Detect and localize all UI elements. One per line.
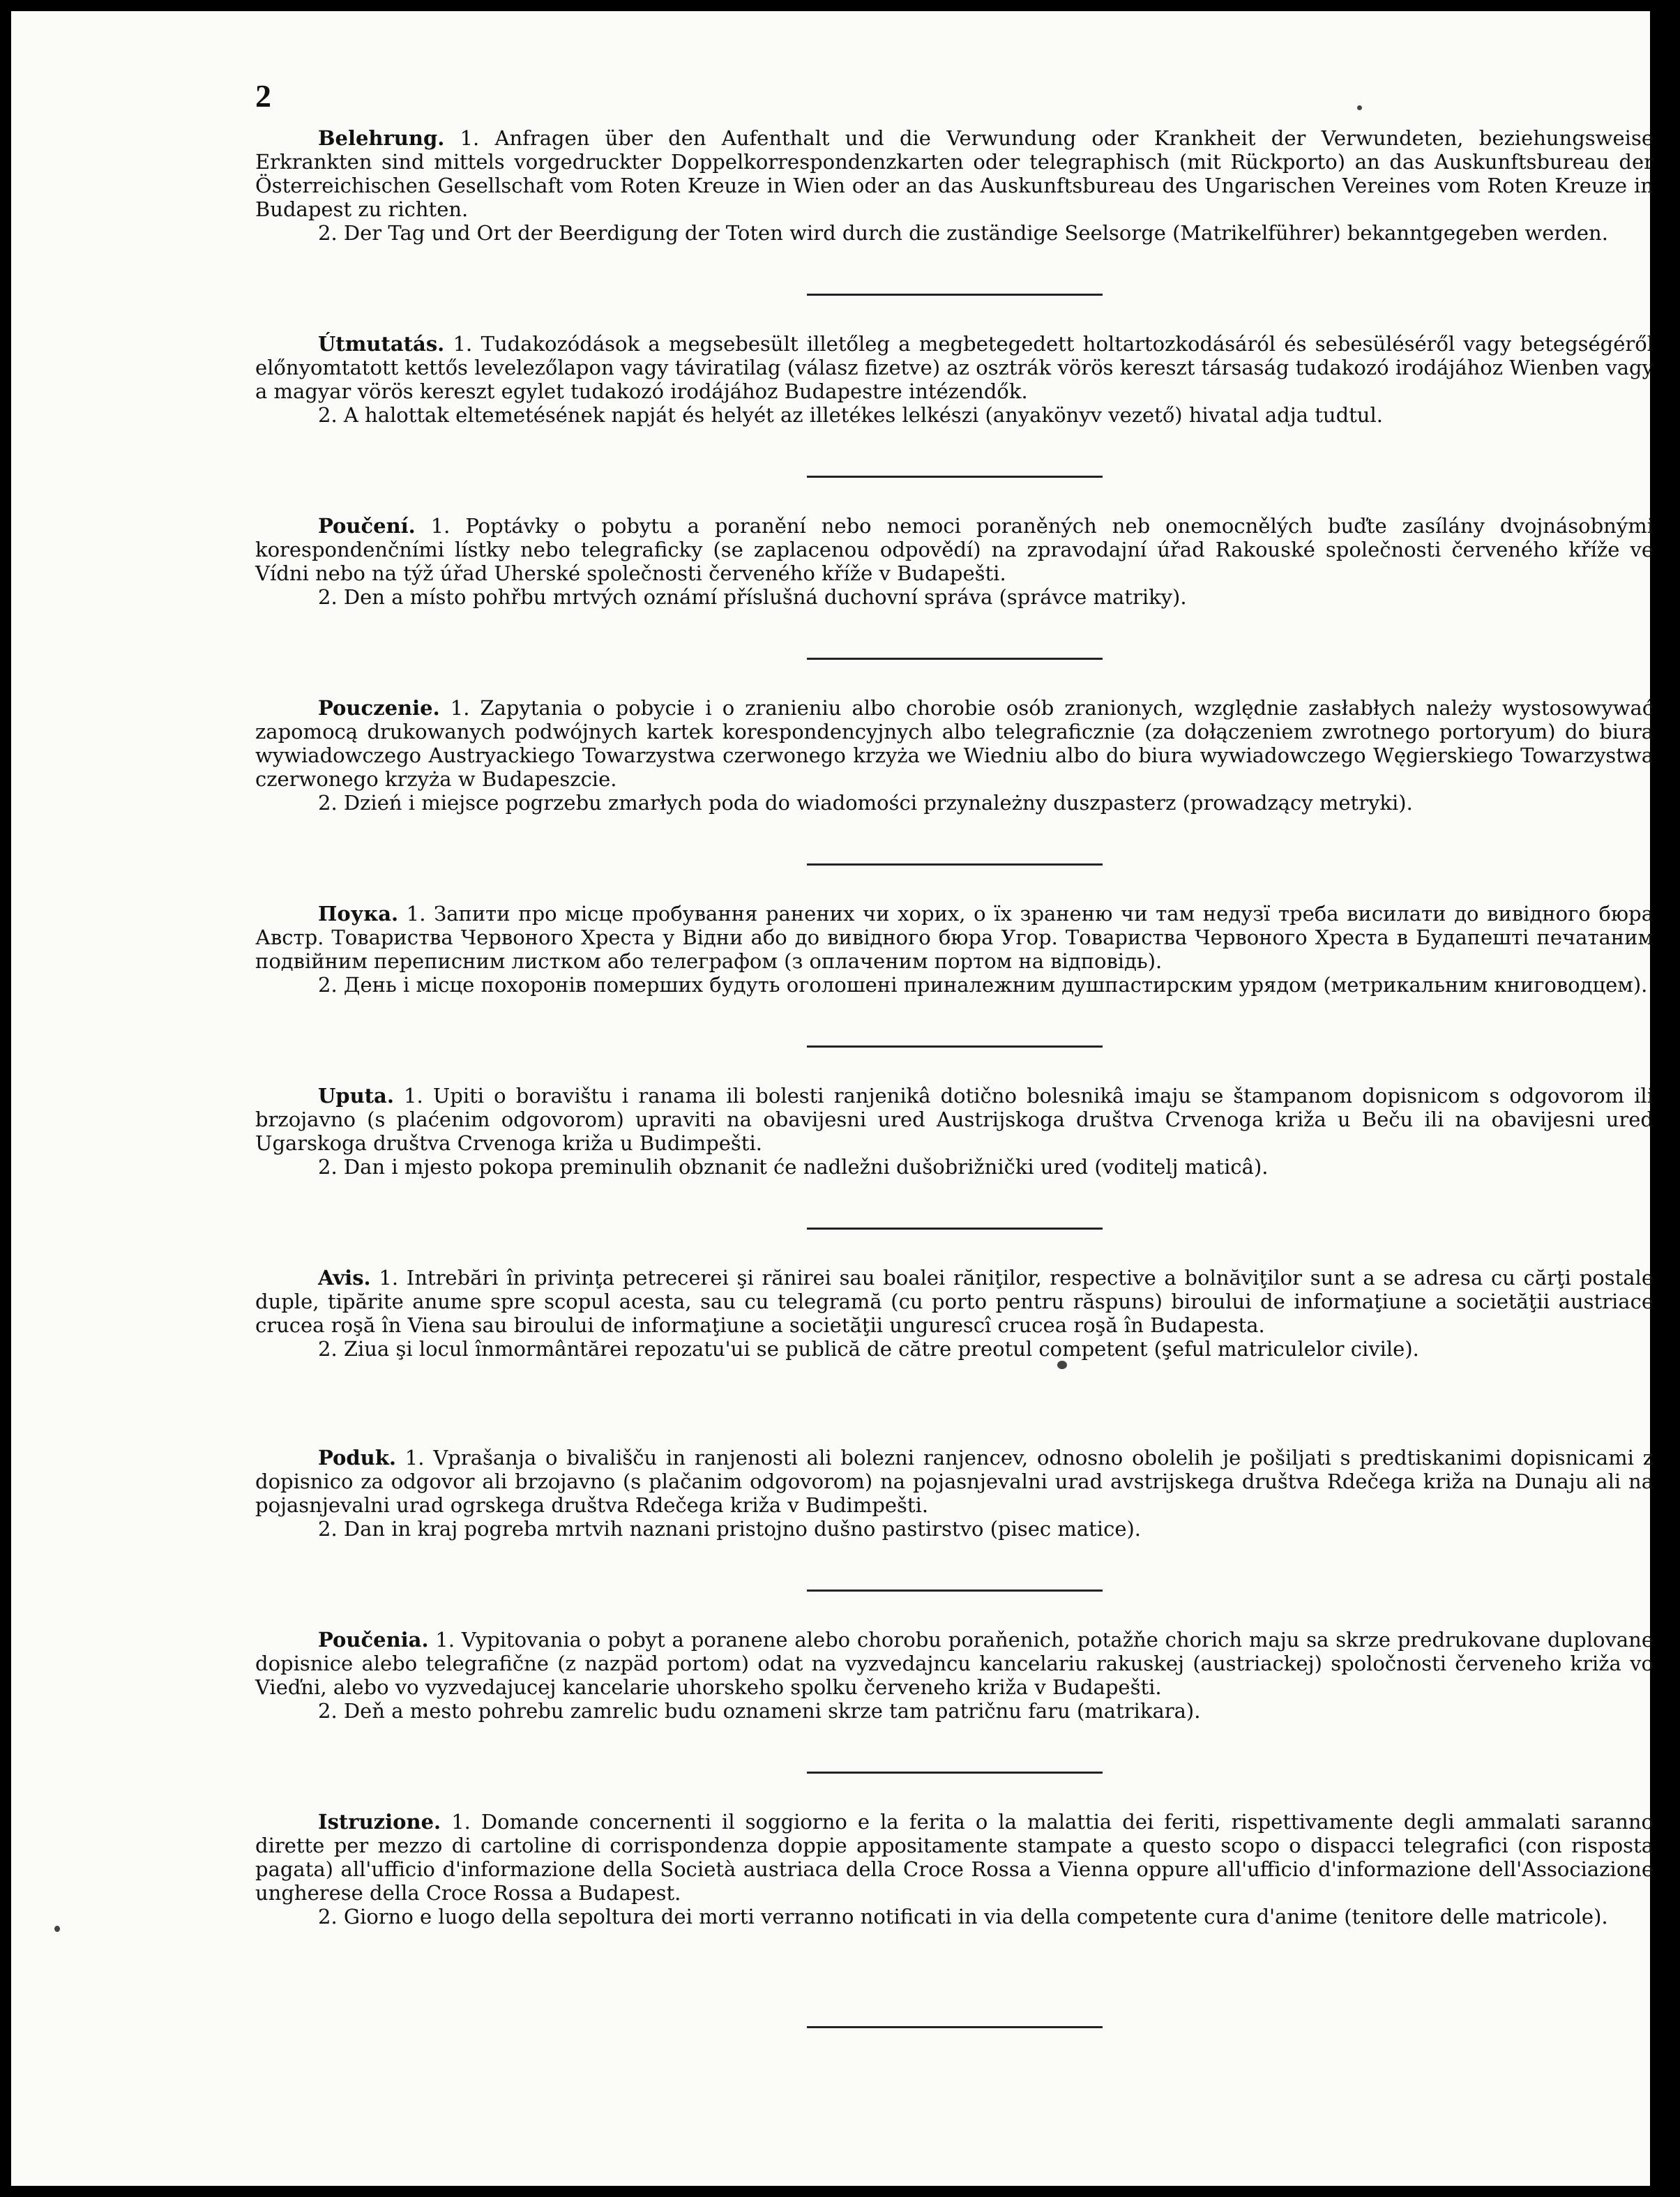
section-text: 1. Poptávky o pobytu a poranění nebo nemoci poraněných neb onemocnělých buďte zasílány dvojnásobnými korespondenčními lístky nebo telegraficky (se zaplacenou odpovědí) na zpravodajní úřad Rakouské společnosti červeného kříže ve Vídni nebo na týž úřad Uherské společnosti červeného kříže v Budapešti. [255,514,1653,585]
section-paragraph-2: 2. Den a místo pohřbu mrtvých oznámí příslušná duchovní správa (správce matriky). [318,585,1187,609]
section-paragraph-2: 2. Dzień i miejsce pogrzebu zmarłych poda do wiadomości przynależny duszpasterz (prowadzący metryki). [318,791,1413,815]
section-paragraph-2: 2. Ziua şi locul înmormântărei repozatu'ui se publică de către preotul competent (şeful matriculelor civile). [318,1337,1419,1361]
section-czech [255,514,1653,696]
section-paragraph-1 [255,1810,1653,1905]
section-heading: Pouczenie. [318,696,440,720]
section-text: 1. Tudakozódások a megsebesült illetőleg a megbetegedett holtartozkodásáról és sebesüléséről vagy betegségéről előnyomtatott kettős levelezőlapon vagy táviratilag (válasz fizetve) az osztrák vörös kereszt társaság tudakozó irodájához Wienben vagy a magyar vörös kereszt egylet tudakozó irodájához Budapestre intézendők. [255,332,1653,403]
document-page [11,11,1653,2186]
section-paragraph-1 [255,1084,1653,1155]
section-paragraph-1 [255,514,1653,585]
section-heading: Poučenia. [318,1628,429,1652]
section-heading: Avis. [318,1266,371,1290]
section-paragraph-2: 2. A halottak eltemetésének napját és helyét az illetékes lelkészi (anyakönyv vezető) hivatal adja tudtul. [318,403,1383,427]
section-paragraph-2: 2. Dan i mjesto pokopa preminulih obznanit će nadležni dušobrižnički ured (voditelj maticâ). [318,1155,1269,1179]
section-text: 1. Vypitovania o pobyt a poranene alebo chorobu poraňenich, potažňe chorich maju sa skrze predrukovane duplovane dopisnice alebo telegrafične (z nazpäd portom) odat na vyzvedajncu kancelariu rakuskej (austriackej) spoločnosti červeneho križa vo Vieďni, alebo vo vyzvedajucej kancelarie uhorskeho spolku červeneho križa v Budapešti. [255,1628,1653,1699]
page-number: 2 [255,78,271,114]
instructions-body [255,126,1653,2028]
section-text: 1. Zapytania o pobycie i o zranieniu albo chorobie osób zranionych, względnie zasłabłych należy wystosowywać zapomocą drukowanych podwójnych kartek korespondencyjnych albo telegraficznie (za dołączeniem zwrotnego portoryum) do biura wywiadowczego Austryackiego Towarzystwa czerwonego krzyża we Wiedniu albo do biura wywiadowczego Węgierskiego Towarzystwa czerwonego krzyża w Budapeszcie. [255,696,1653,791]
section-paragraph-2: 2. Deň a mesto pohrebu zamrelic budu oznameni skrze tam patričnu faru (matrikara). [318,1699,1201,1723]
section-text: 1. Vprašanja o bivališču in ranjenosti ali bolezni ranjencev, odnosno obolelih je pošiljati s predtiskanimi dopisnicami z dopisnico za odgovor ali brzojavno (s plačanim odgovorom) na pojasnjevalni urad avstrijskega društva Rdečega križa na Dunaju ali na pojasnjevalni urad ogrskega društva Rdečega križa v Budimpešti. [255,1446,1653,1517]
section-croatian [255,1084,1653,1266]
section-paragraph-1 [255,332,1653,403]
section-paragraph-2: 2. Giorno e luogo della sepoltura dei morti verranno notificati in via della competente cura d'anime (tenitore delle matricole). [318,1905,1608,1928]
section-text: 1. Upiti o boravištu i ranama ili bolesti ranjenikâ dotično bolesnikâ imaju se štampanom dopisnicom s odgovorom ili brzojavno (s plaćenim odgovorom) upraviti na obavijesni ured Austrijskoga društva Crvenoga križa u Beču ili na obavijesni ured Ugarskoga društva Crvenoga križa u Budimpešti. [255,1084,1653,1155]
section-heading: Поука. [318,902,399,926]
section-heading: Uputa. [318,1084,394,1108]
section-paragraph-1 [255,1628,1653,1699]
section-heading: Belehrung. [318,126,445,150]
section-paragraph-1 [255,1266,1653,1337]
print-speck [1357,105,1362,110]
section-polish [255,696,1653,902]
section-paragraph-2: 2. Dan in kraj pogreba mrtvih naznani pristojno dušno pastirstvo (pisec matice). [318,1517,1142,1541]
section-paragraph-1 [255,1446,1653,1517]
section-heading: Útmutatás. [318,332,445,356]
section-slovak [255,1628,1653,1810]
section-ukrainian [255,902,1653,1084]
section-slovene [255,1446,1653,1628]
section-heading: Poduk. [318,1446,396,1470]
section-paragraph-2: 2. День і місце похоронів померших будуть оголошені приналежним душпастирским урядом (метрикальним книговодцем). [318,973,1648,997]
section-heading: Istruzione. [318,1810,441,1834]
section-paragraph-1 [255,696,1653,791]
section-text: 1. Запити про місце пробування ранених чи хорих, о їх зраненю чи там недузї треба висилати до вивідного бюра Австр. Товариства Червоного Хреста у Відни або до вивідного бюра Угор. Товариства Червоного Хреста в Будапешті печатаним подвійним переписним листком або телеграфом (з оплаченим портом на відповідь). [255,902,1653,973]
print-speck [54,1926,60,1932]
section-hungarian [255,332,1653,514]
section-text: 1. Domande concernenti il soggiorno e la ferita o la malattia dei feriti, rispettivamente degli ammalati saranno dirette per mezzo di cartoline di corrispondenza doppie appositamente stampate a questo scopo o dispacci telegrafici (con risposta pagata) all'ufficio d'informazione della Società austriaca della Croce Rossa a Vienna oppure all'ufficio d'informazione dell'Associazione ungherese della Croce Rossa a Budapest. [255,1810,1653,1905]
section-text: 1. Anfragen über den Aufenthalt und die Verwundung oder Krankheit der Verwundeten, beziehungsweise Erkrankten sind mittels vorgedruckter Doppelkorrespondenzkarten oder telegraphisch (mit Rückporto) an das Auskunftsbureau der Österreichischen Gesellschaft vom Roten Kreuze in Wien oder an das Auskunftsbureau des Ungarischen Vereines vom Roten Kreuze in Budapest zu richten. [255,126,1653,221]
section-text: 1. Intrebări în privinţa petrecerei şi rănirei sau boalei răniţilor, respective a bolnăviţilor sunt a se adresa cu cărţi postale duple, tipărite anume spre scopul acesta, sau cu telegramă (cu porto pentru răspuns) biroului de informaţiune a societăţii austriace crucea roşă în Viena sau biroului de informaţiune a societăţii ungurescî crucea roşă în Budapesta. [255,1266,1653,1337]
section-italian [255,1810,1653,2028]
section-paragraph-2: 2. Der Tag und Ort der Beerdigung der Toten wird durch die zuständige Seelsorge (Matrikelführer) bekanntgegeben werden. [318,221,1608,245]
section-german [255,126,1653,332]
section-paragraph-1 [255,126,1653,221]
section-romanian [255,1266,1653,1446]
section-paragraph-1 [255,902,1653,973]
section-heading: Poučení. [318,514,416,538]
print-speck [1057,1361,1067,1369]
separator-rule [807,2026,1103,2028]
